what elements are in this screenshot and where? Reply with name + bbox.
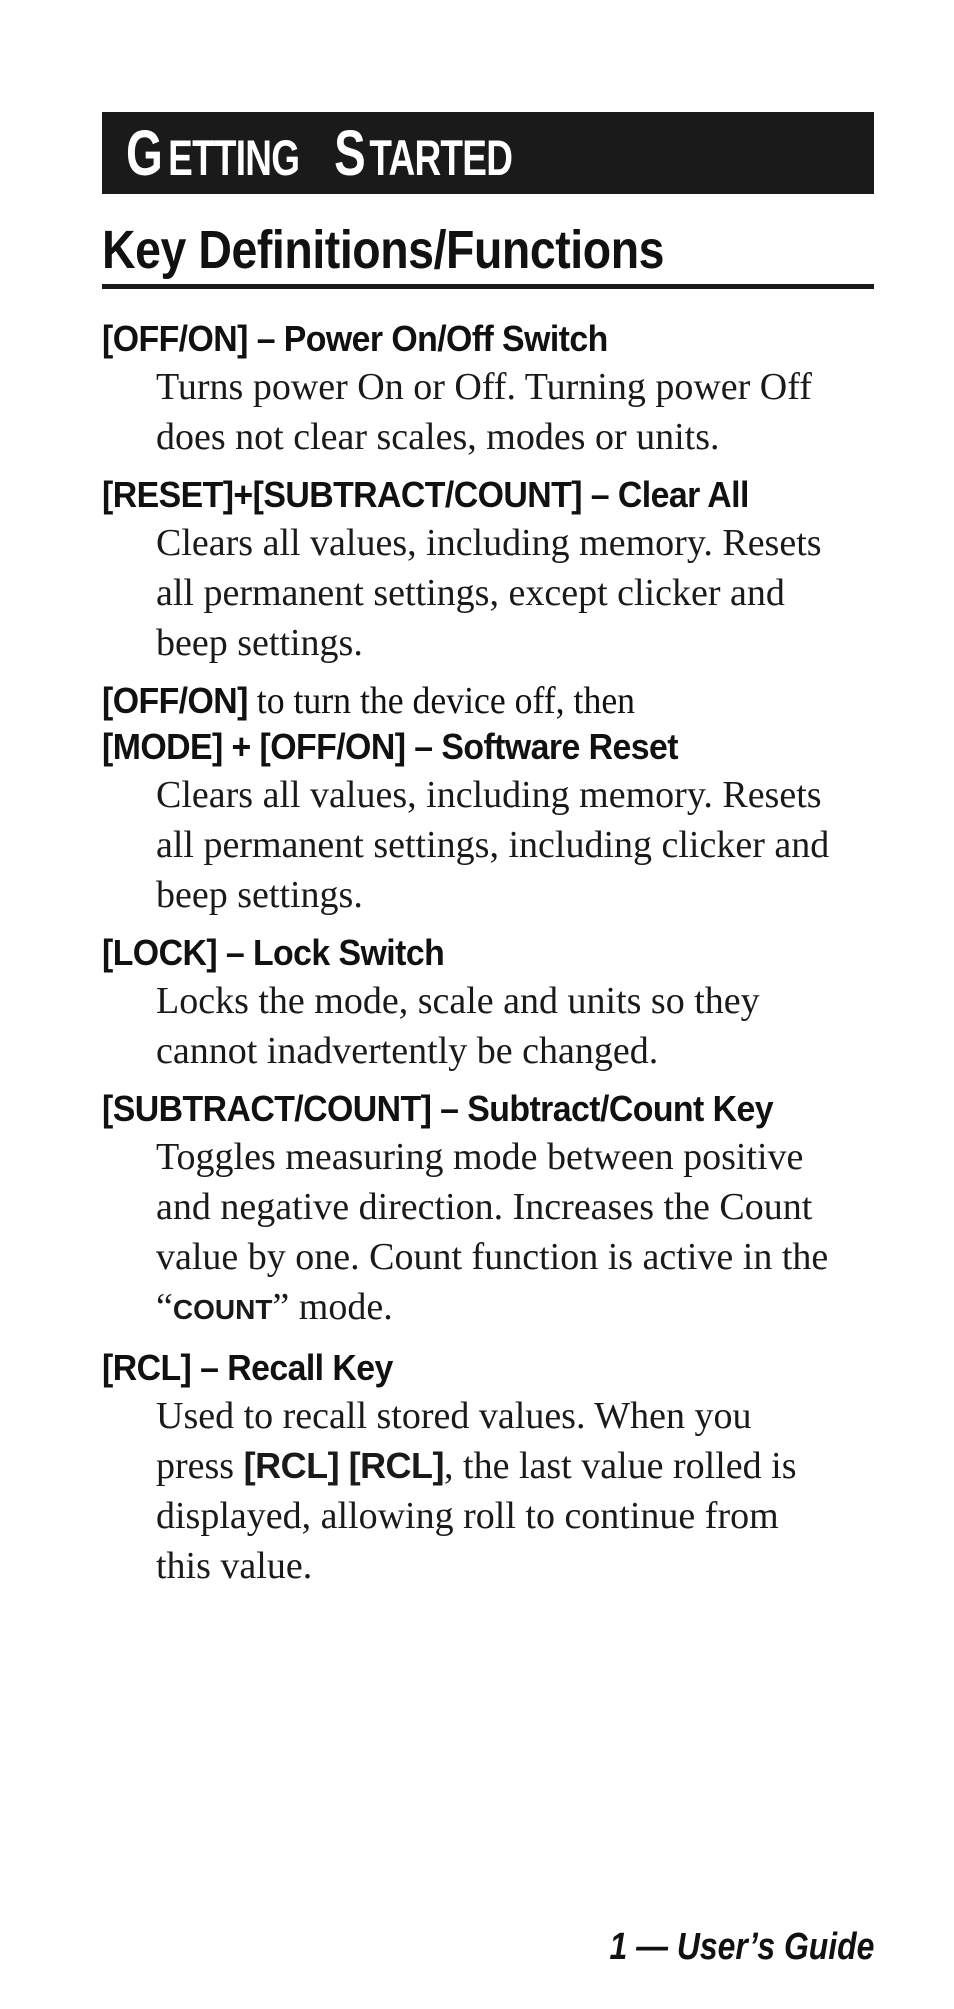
key-definitions-list bbox=[102, 316, 874, 1601]
definition-description: Clears all values, including memory. Resets all permanent settings, except clicker and beep settings. bbox=[156, 522, 822, 664]
definition-term: [MODE] + [OFF/ON] – Software Reset bbox=[102, 726, 678, 767]
count-mode-label: COUNT bbox=[172, 1294, 273, 1325]
definition-description: Used to recall stored values. When you press [RCL] [RCL], the last value rolled is displayed, allowing roll to continue from this value. bbox=[156, 1395, 797, 1587]
page-footer: 1 — User’s Guide bbox=[609, 1926, 874, 1968]
definition-description: Turns power On or Off. Turning power Off does not clear scales, modes or units. bbox=[156, 366, 812, 458]
definition-term: [LOCK] – Lock Switch bbox=[102, 932, 445, 973]
definition-entry-recall bbox=[102, 1345, 874, 1591]
definition-entry-software-reset bbox=[102, 678, 874, 920]
definition-term: [RESET]+[SUBTRACT/COUNT] – Clear All bbox=[102, 474, 749, 515]
definition-description: Toggles measuring mode between positive and negative direction. Increases the Count value by one. Count function is active in the “COUNT” mode. bbox=[156, 1136, 829, 1328]
subsection-title: Key Definitions/Functions bbox=[102, 220, 665, 280]
section-title: G ETTING S TARTED bbox=[126, 117, 513, 189]
definition-entry-subtract-count bbox=[102, 1086, 874, 1335]
definition-term: [SUBTRACT/COUNT] – Subtract/Count Key bbox=[102, 1088, 773, 1129]
definition-entry-lock bbox=[102, 930, 874, 1076]
definition-description: Locks the mode, scale and units so they cannot inadvertently be changed. bbox=[156, 980, 760, 1072]
title-rule bbox=[102, 284, 874, 289]
section-banner bbox=[102, 112, 874, 194]
definition-term: [OFF/ON] – Power On/Off Switch bbox=[102, 318, 608, 359]
definition-term: [RCL] – Recall Key bbox=[102, 1347, 393, 1388]
definition-entry-off-on bbox=[102, 316, 874, 462]
definition-entry-clear-all bbox=[102, 472, 874, 668]
definition-term-intro: [OFF/ON] to turn the device off, then bbox=[102, 680, 636, 722]
definition-description: Clears all values, including memory. Resets all permanent settings, including clicker and beep settings. bbox=[156, 774, 830, 916]
rcl-key-sequence: [RCL] [RCL] bbox=[243, 1445, 445, 1486]
